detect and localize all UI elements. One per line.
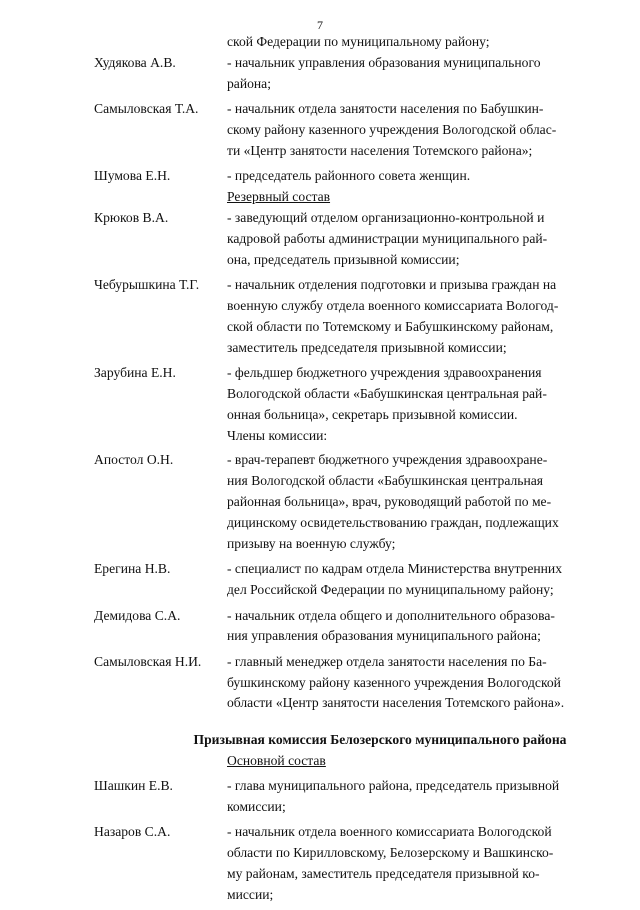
members-heading: Члены комиссии: bbox=[227, 427, 328, 443]
member-entry bbox=[94, 275, 610, 358]
reserve-heading: Резервный состав bbox=[227, 189, 331, 205]
member-name: Ерегина Н.В. bbox=[94, 561, 171, 577]
member-name: Шашкин Е.В. bbox=[94, 777, 173, 793]
member-name: Шумова Е.Н. bbox=[94, 168, 171, 184]
member-position: - главный менеджер отдела занятости населения по Ба- бушкинскому району казенного учреждения Вологодской области «Центр занятости населения Тотемского района». bbox=[227, 653, 565, 711]
member-entry bbox=[94, 776, 610, 818]
member-entry bbox=[94, 99, 610, 161]
member-entry bbox=[94, 53, 610, 95]
member-name: Назаров С.А. bbox=[94, 824, 171, 840]
members-list-3 bbox=[94, 450, 610, 714]
member-name: Апостол О.Н. bbox=[94, 452, 174, 468]
section-title: Призывная комиссия Белозерского муниципального района bbox=[193, 732, 567, 748]
member-entry bbox=[94, 450, 610, 554]
continuation-text: ской Федерации по муниципальному району; bbox=[227, 34, 490, 49]
member-name: Демидова С.А. bbox=[94, 607, 181, 623]
members-list-1 bbox=[94, 53, 610, 187]
member-position: - фельдшер бюджетного учреждения здравоохранения Вологодской области «Бабушкинская центральная рай- онная больница», секретарь призывной комиссии. bbox=[227, 365, 547, 422]
member-position: - начальник отдела общего и дополнительного образова- ния управления образования муниципального района; bbox=[227, 607, 555, 644]
member-entry bbox=[94, 166, 610, 187]
member-name: Зарубина Е.Н. bbox=[94, 365, 176, 381]
member-position: - начальник отдела военного комиссариата Вологодской области по Кирилловскому, Белозерскому и Вашкинско- му районам, заместитель председателя призывной ко- миссии; bbox=[227, 824, 554, 902]
member-entry bbox=[94, 652, 610, 714]
document-body bbox=[94, 32, 610, 910]
members-list-4 bbox=[94, 776, 610, 906]
member-entry bbox=[94, 208, 610, 270]
member-position: - врач-терапевт бюджетного учреждения здравоохране- ния Вологодской области «Бабушкинская центральная районная больница», врач, руководящий работой по ме- дицинскому освидетельствованию граждан, подлежащих призыву на военную службу; bbox=[227, 452, 559, 551]
member-entry bbox=[94, 822, 610, 905]
member-position: - начальник отдела занятости населения по Бабушкин- скому району казенного учреждения Вологодской облас- ти «Центр занятости населения Тотемского района»; bbox=[227, 101, 557, 158]
member-entry bbox=[94, 363, 610, 425]
member-name: Чебурышкина Т.Г. bbox=[94, 277, 200, 293]
member-name: Крюков В.А. bbox=[94, 209, 169, 225]
member-position: - заведующий отделом организационно-контрольной и кадровой работы администрации муниципального рай- она, председатель призывной комиссии; bbox=[227, 209, 548, 267]
member-position: - начальник управления образования муниципального района; bbox=[227, 54, 541, 91]
member-position: - специалист по кадрам отдела Министерства внутренних дел Российской Федерации по муниципальному району; bbox=[227, 561, 563, 597]
member-position: - глава муниципального района, председатель призывной комиссии; bbox=[227, 777, 560, 814]
page-number: 7 bbox=[317, 18, 323, 32]
member-name: Самыловская Н.И. bbox=[94, 653, 202, 669]
member-name: Худякова А.В. bbox=[94, 54, 176, 70]
member-position: - начальник отделения подготовки и призыва граждан на военную службу отдела военного комиссариата Вологод- ской области по Тотемскому и Бабушкинскому районам, заместитель председателя призывной комиссии; bbox=[227, 277, 559, 355]
member-position: - председатель районного совета женщин. bbox=[227, 168, 471, 184]
members-list-2 bbox=[94, 208, 610, 426]
member-name: Самыловская Т.А. bbox=[94, 101, 199, 117]
main-composition-heading: Основной состав bbox=[227, 753, 326, 769]
member-entry bbox=[94, 606, 610, 648]
member-entry bbox=[94, 559, 610, 601]
